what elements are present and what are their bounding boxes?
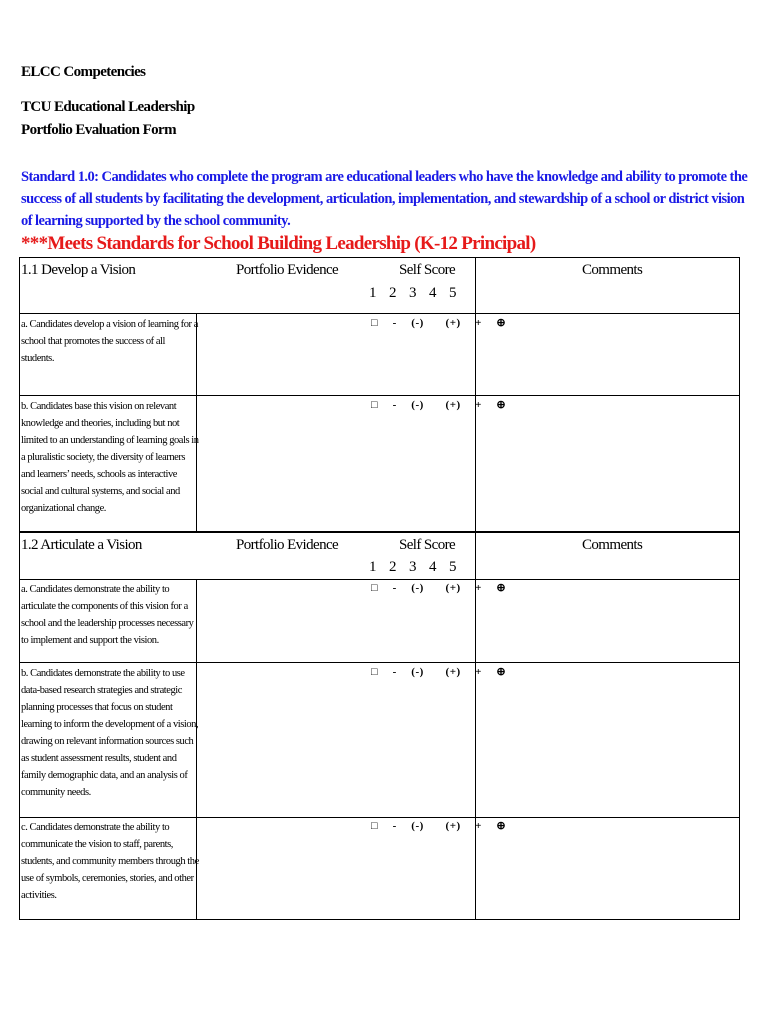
comments-header: Comments	[582, 262, 643, 278]
score-numbers: 1 2 3 4 5	[369, 559, 456, 575]
score-scale: □ - (-) (+) + ⊕	[371, 820, 507, 832]
row-divider	[20, 817, 739, 818]
score-scale: □ - (-) (+) + ⊕	[371, 317, 507, 329]
standard-statement: Standard 1.0: Candidates who complete the program are educational leaders who have the knowledge and ability to promote the success of all students by facilitating the development, articulation, implementation, and stewardship of a school or district vision of learning supported by the school community.	[21, 169, 748, 229]
score-scale: □ - (-) (+) + ⊕	[371, 666, 507, 678]
self-score-header: Self Score	[399, 262, 456, 278]
criterion-1-2-a: a. Candidates demonstrate the ability to articulate the components of this vision for a school and the leadership processes necessary to implement and support the vision.	[21, 584, 194, 646]
criterion-1-2-b: b. Candidates demonstrate the ability to use data-based research strategies and strategic planning processes that focus on student learning to inform the development of a vision, drawing on relevant information sources such as student assessment results, student and family demographic data, and an analysis of community needs.	[21, 668, 199, 798]
criterion-1-1-b: b. Candidates base this vision on relevant knowledge and theories, including but not limited to an understanding of learning goals in a pluralistic society, the diversity of learners and learners’ needs, schools as interactive social and cultural systems, and social and organizational change.	[21, 401, 199, 514]
self-score-header: Self Score	[399, 537, 456, 553]
portfolio-evidence-header: Portfolio Evidence	[236, 537, 339, 553]
score-scale: □ - (-) (+) + ⊕	[371, 582, 507, 594]
row-divider	[20, 313, 739, 314]
doc-title-tcu: TCU Educational Leadership	[21, 99, 195, 115]
score-numbers: 1 2 3 4 5	[369, 285, 456, 301]
row-divider	[20, 662, 739, 663]
row-divider	[20, 531, 739, 533]
comments-header: Comments	[582, 537, 643, 553]
section-title-develop-vision: 1.1 Develop a Vision	[21, 262, 136, 278]
score-scale: □ - (-) (+) + ⊕	[371, 399, 507, 411]
evaluation-table	[19, 257, 740, 920]
section-title-articulate-vision: 1.2 Articulate a Vision	[21, 537, 142, 553]
criterion-1-2-c: c. Candidates demonstrate the ability to communicate the vision to staff, parents, students, and community members through the use of symbols, ceremonies, stories, and other activities.	[21, 822, 199, 901]
criterion-1-1-a: a. Candidates develop a vision of learning for a school that promotes the success of all students.	[21, 319, 198, 364]
portfolio-evidence-header: Portfolio Evidence	[236, 262, 339, 278]
row-divider	[20, 395, 739, 396]
doc-title-form: Portfolio Evaluation Form	[21, 122, 176, 138]
doc-title-elcc: ELCC Competencies	[21, 64, 146, 80]
meets-standards-heading: ***Meets Standards for School Building Leadership (K-12 Principal)	[21, 233, 536, 254]
row-divider	[20, 579, 739, 580]
